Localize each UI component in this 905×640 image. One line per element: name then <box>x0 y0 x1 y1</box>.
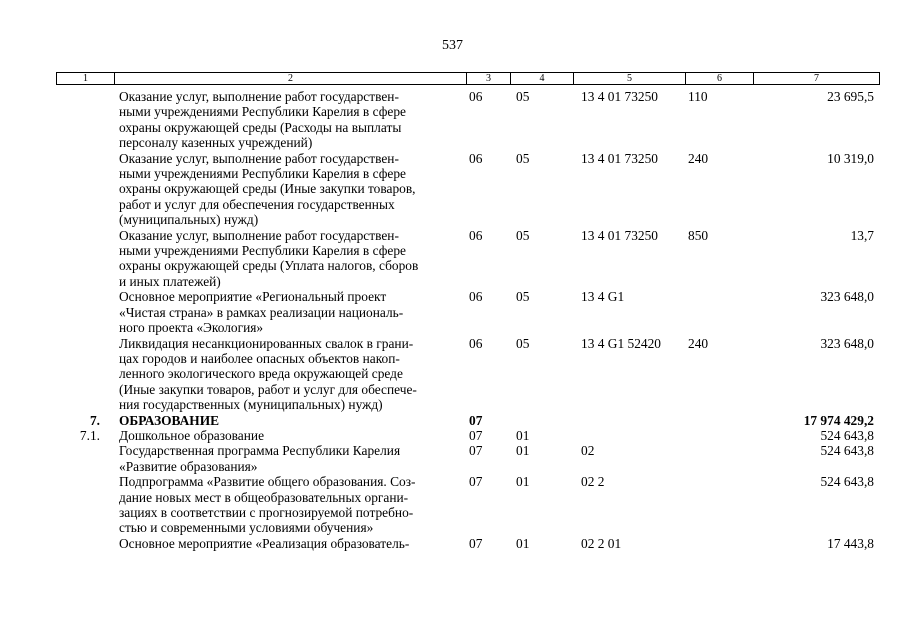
table-row <box>56 151 880 228</box>
row-amount: 10 319,0 <box>827 150 874 166</box>
row-name <box>114 428 466 443</box>
row-name-line: «Чистая страна» в рамках реализации националь- <box>119 304 404 320</box>
row-amount: 13,7 <box>850 227 874 243</box>
table-body <box>56 89 880 551</box>
row-section-code: 06 <box>469 227 483 243</box>
row-expense-type <box>685 428 753 443</box>
row-name-line: цах городов и наиболее опасных объектов накоп- <box>119 350 400 366</box>
row-name-line: и иных платежей) <box>119 273 221 289</box>
row-subsection-code: 01 <box>516 535 530 551</box>
row-name-line: персоналу казенных учреждений) <box>119 135 313 151</box>
row-subsection-code: 01 <box>516 443 530 459</box>
row-number <box>56 336 114 413</box>
row-subsection-code: 05 <box>516 227 530 243</box>
row-section-code: 06 <box>469 150 483 166</box>
row-section-code: 06 <box>469 89 483 104</box>
row-expense-type: 850 <box>688 227 709 243</box>
row-section-code: 06 <box>469 335 483 351</box>
row-target-code: 13 4 01 73250 <box>581 89 658 104</box>
table-row <box>56 443 880 474</box>
header-col-2: 2 <box>115 73 467 84</box>
row-name-line: ного проекта «Экология» <box>119 320 264 336</box>
header-col-4: 4 <box>511 73 574 84</box>
row-section-code: 07 <box>469 412 483 428</box>
row-subsection-code: 01 <box>516 427 530 443</box>
table-row <box>56 289 880 335</box>
row-target-code: 02 2 01 <box>581 535 622 551</box>
table-row <box>56 428 880 443</box>
row-name-line: Основное мероприятие «Реализация образователь- <box>119 535 410 551</box>
row-number <box>56 474 114 536</box>
row-number <box>56 151 114 228</box>
row-subsection-code: 05 <box>516 289 530 305</box>
header-col-5: 5 <box>574 73 686 84</box>
header-col-6: 6 <box>686 73 754 84</box>
row-amount: 524 643,8 <box>820 474 874 490</box>
row-name <box>114 336 466 413</box>
row-number <box>56 536 114 551</box>
row-subsection-code: 01 <box>516 474 530 490</box>
row-name-line: Подпрограмма «Развитие общего образования. Соз- <box>119 474 416 490</box>
row-subsection-code: 05 <box>516 89 530 104</box>
row-name-line: ОБРАЗОВАНИЕ <box>119 412 220 428</box>
row-amount: 23 695,5 <box>827 89 874 104</box>
row-name-line: охраны окружающей среды (Иные закупки товаров, <box>119 181 416 197</box>
table-row <box>56 89 880 151</box>
row-target-code <box>573 428 685 443</box>
row-target-code: 02 <box>581 443 595 459</box>
row-name-line: «Развитие образования» <box>119 458 258 474</box>
row-name-line: ными учреждениями Республики Карелия в сфере <box>119 104 406 120</box>
row-target-code: 13 4 01 73250 <box>581 227 658 243</box>
row-number <box>56 228 114 290</box>
table-row <box>56 336 880 413</box>
table-row <box>56 536 880 551</box>
row-target-code: 13 4 G1 <box>581 289 625 305</box>
row-number <box>56 89 114 151</box>
row-expense-type: 110 <box>688 89 708 104</box>
row-expense-type <box>685 289 753 335</box>
row-name <box>114 443 466 474</box>
row-expense-type: 240 <box>688 335 709 351</box>
row-name-line: Государственная программа Республики Карелия <box>119 443 401 459</box>
row-subsection-code: 05 <box>516 335 530 351</box>
row-name-line: дание новых мест в общеобразовательных органи- <box>119 489 409 505</box>
row-target-code: 02 2 <box>581 474 605 490</box>
row-section-code: 07 <box>469 474 483 490</box>
row-amount: 17 974 429,2 <box>803 412 874 428</box>
row-name-line: стью и современными условиями обучения» <box>119 520 374 536</box>
row-name <box>114 536 466 551</box>
header-col-1: 1 <box>57 73 115 84</box>
row-section-code: 07 <box>469 427 483 443</box>
row-name-line: ленного экологического вреда окружающей среде <box>119 366 403 382</box>
row-section-code: 07 <box>469 443 483 459</box>
row-subsection-code <box>510 413 573 428</box>
row-name-line: (Иные закупки товаров, работ и услуг для обеспече- <box>119 381 417 397</box>
row-name-line: ными учреждениями Республики Карелия в сфере <box>119 243 406 259</box>
row-name-line: ными учреждениями Республики Карелия в сфере <box>119 166 406 182</box>
row-name-line: работ и услуг для обеспечения государственных <box>119 196 395 212</box>
row-name-line: охраны окружающей среды (Уплата налогов, сборов <box>119 258 419 274</box>
table-row <box>56 228 880 290</box>
row-expense-type <box>685 536 753 551</box>
row-expense-type: 240 <box>688 150 709 166</box>
row-section-code: 06 <box>469 289 483 305</box>
row-amount: 323 648,0 <box>820 335 874 351</box>
row-section-code: 07 <box>469 535 483 551</box>
row-expense-type <box>685 443 753 474</box>
row-name-line: зациях в соответствии с прогнозируемой потребно- <box>119 504 414 520</box>
row-subsection-code: 05 <box>516 150 530 166</box>
row-amount: 17 443,8 <box>827 535 874 551</box>
page-number: 537 <box>442 38 463 53</box>
row-expense-type <box>685 474 753 536</box>
row-name <box>114 151 466 228</box>
row-name-line: Оказание услуг, выполнение работ государствен- <box>119 227 399 243</box>
row-name <box>114 289 466 335</box>
row-target-code: 13 4 G1 52420 <box>581 335 661 351</box>
row-name-line: Дошкольное образование <box>119 427 265 443</box>
row-name-line: Основное мероприятие «Региональный проект <box>119 289 387 305</box>
row-name-line: Ликвидация несанкционированных свалок в грани- <box>119 335 414 351</box>
row-target-code <box>573 413 685 428</box>
row-name <box>114 413 466 428</box>
row-amount: 524 643,8 <box>820 427 874 443</box>
header-col-7: 7 <box>814 73 819 84</box>
row-name-line: охраны окружающей среды (Расходы на выплаты <box>119 119 402 135</box>
row-name-line: Оказание услуг, выполнение работ государствен- <box>119 89 399 104</box>
table-header <box>56 72 880 85</box>
row-name-line: ния государственных (муниципальных) нужд) <box>119 397 383 413</box>
header-col-3: 3 <box>467 73 511 84</box>
row-number <box>56 289 114 335</box>
row-name <box>114 228 466 290</box>
row-name <box>114 89 466 151</box>
row-name-line: (муниципальных) нужд) <box>119 212 259 228</box>
table-row <box>56 474 880 536</box>
row-number: 7. <box>89 412 100 428</box>
row-number: 7.1. <box>79 427 100 443</box>
row-amount: 323 648,0 <box>820 289 874 305</box>
table-row <box>56 413 880 428</box>
row-name <box>114 474 466 536</box>
row-name-line: Оказание услуг, выполнение работ государствен- <box>119 150 399 166</box>
row-target-code: 13 4 01 73250 <box>581 150 658 166</box>
row-expense-type <box>685 413 753 428</box>
row-amount: 524 643,8 <box>820 443 874 459</box>
row-number <box>56 443 114 474</box>
